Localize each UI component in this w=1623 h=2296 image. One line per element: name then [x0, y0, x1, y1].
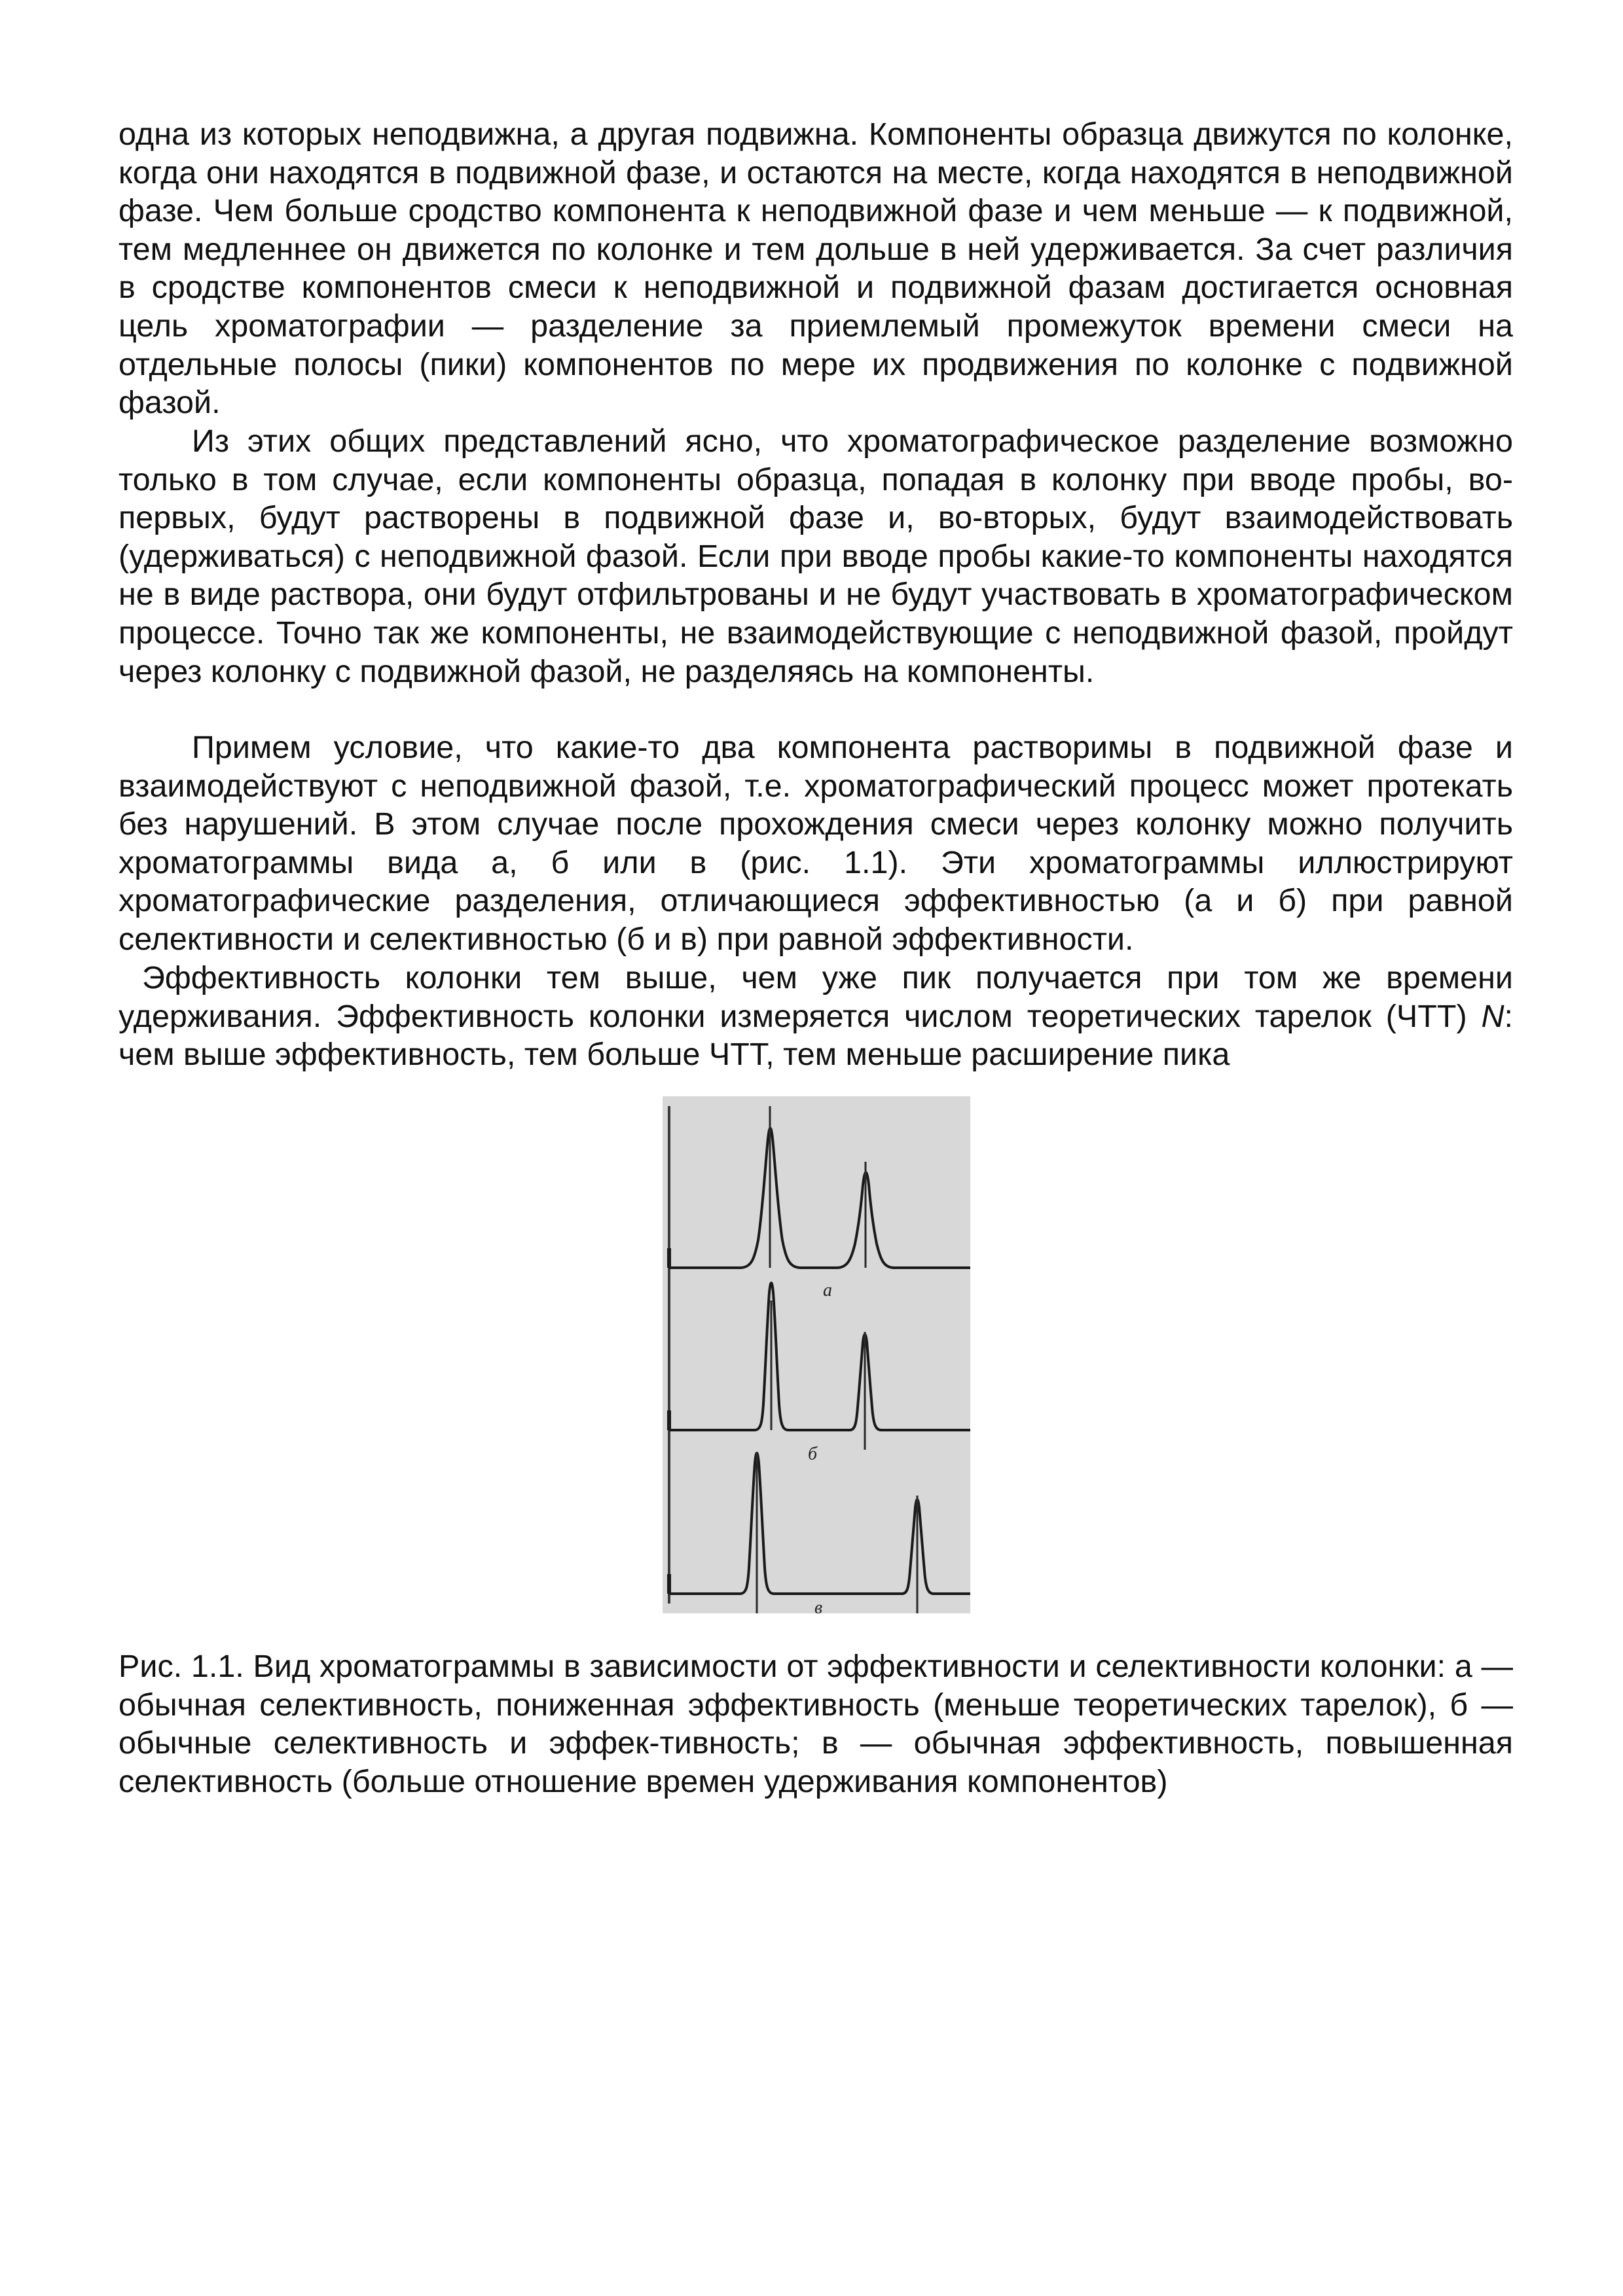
- paragraph-1-text: одна из которых неподвижна, а другая подвижна. Компоненты образца движутся по колонке, когда они находятся в подвижной фазе, и остаются на месте, когда находятся в неподвижной фазе. Чем больше сродство компонента к неподвижной фазе и чем меньше — к подвижной, тем медленнее он движется по колонке и тем дольше в ней удерживается. За счет различия в сродстве компонентов смеси к неподвижной и подвижной фазам достигается основная цель хроматографии — разделение за приемлемый промежуток времени смеси на отдельные полосы (пики) компонентов по мере их продвижения по колонке с подвижной фазой.: [119, 117, 1513, 421]
- paragraph-1: [119, 115, 1513, 422]
- panel-b-label: б: [808, 1444, 818, 1464]
- paragraph-3-text: Примем условие, что какие-то два компонента растворимы в подвижной фазе и взаимодействуют с неподвижной фазой, т.е. хроматографический процесс может протекать без нарушений. В этом случае после прохождения смеси через колонку можно получить хроматограммы вида а, б или в (рис. 1.1). Эти хроматограммы иллюстрируют хроматографические разделения, отличающиеся эффективностью (а и б) при равной селективности и селективностью (б и в) при равной эффективности.: [119, 730, 1513, 957]
- chromatogram-panel-b: [669, 1283, 970, 1464]
- chromatogram-figure-svg: [663, 1096, 970, 1613]
- panel-v-label: в: [814, 1598, 823, 1613]
- figure-caption: [119, 1647, 1513, 1801]
- paragraph-4-main: Эффективность колонки тем выше, чем уже пик получается при том же времени удерживания. Эффективность колонки измеряется числом теоретических тарелок (ЧТТ): [119, 960, 1513, 1034]
- panel-a-trace: [669, 1128, 970, 1268]
- paragraph-2: [119, 422, 1513, 691]
- paragraph-2-text: Из этих общих представлений ясно, что хроматографическое разделение возможно только в том случае, если компоненты образца, попадая в колонку при вводе пробы, во-первых, будут растворены в подвижной фазе и, во-вторых, будут взаимодействовать (удерживаться) с неподвижной фазой. Если при вводе пробы какие-то компоненты находятся не в виде раствора, они будут отфильтрованы и не будут участвовать в хроматографическом процессе. Точно так же компоненты, не взаимодействующие с неподвижной фазой, пройдут через колонку с подвижной фазой, не разделяясь на компоненты.: [119, 423, 1513, 689]
- chromatogram-figure: [663, 1096, 970, 1613]
- figure-caption-text: Рис. 1.1. Вид хроматограммы в зависимости от эффективности и селективности колонки: а — обычная селективность, пониженная эффективность (меньше теоретических тарелок), б — обычные селективность и эффек-тивность; в — обычная эффективность, повышенная селективность (больше отношение времен удерживания компонентов): [119, 1649, 1513, 1799]
- chromatogram-panel-a: [669, 1106, 970, 1300]
- panel-a-label: а: [823, 1280, 832, 1300]
- paragraph-4-text: [119, 959, 1513, 1074]
- chromatogram-panel-v: [669, 1453, 970, 1613]
- paragraph-4: [119, 959, 1513, 1074]
- panel-v-trace: [669, 1453, 970, 1594]
- paragraph-3: [119, 728, 1513, 959]
- paragraph-4-tail: : чем выше эффективность, тем больше ЧТТ, тем меньше расширение пика: [119, 998, 1513, 1073]
- plate-number-symbol: N: [1481, 998, 1504, 1034]
- panel-b-trace: [669, 1283, 970, 1430]
